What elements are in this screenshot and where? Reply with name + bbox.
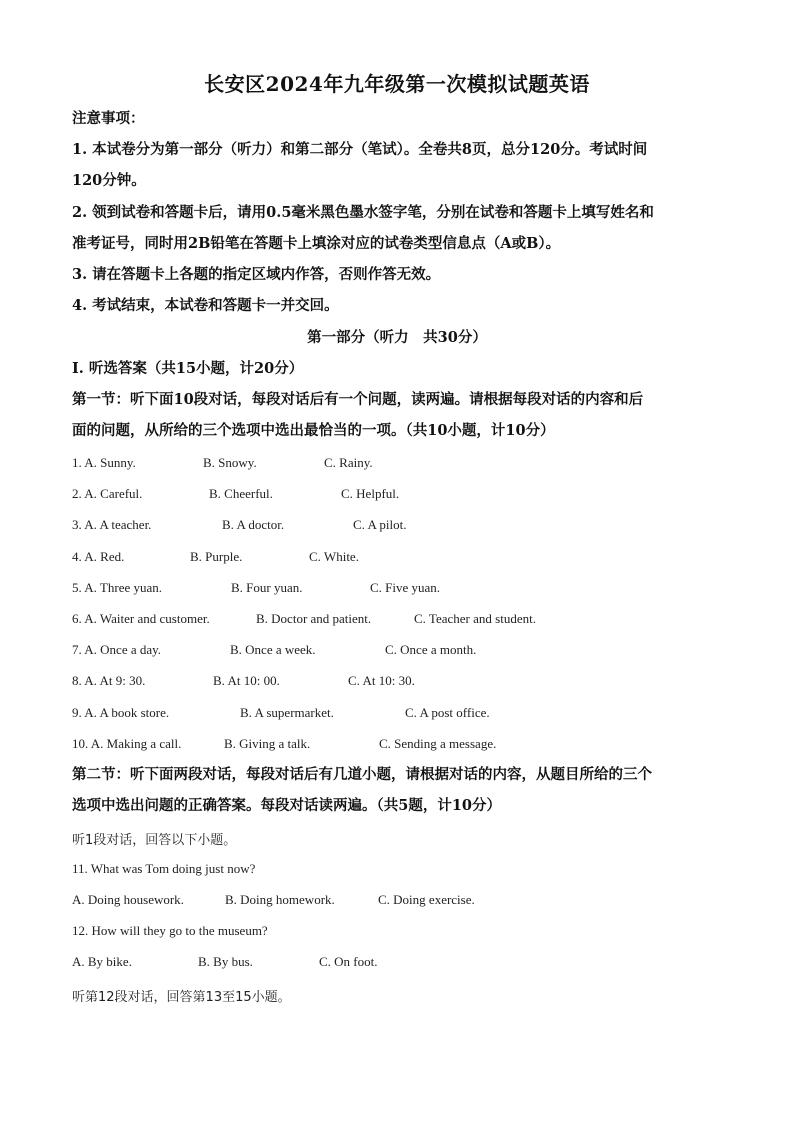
part1-heading: 第一部分（听力 共30分） [307,329,487,346]
option-c: C. A pilot. [353,517,407,532]
option-c: C. Teacher and student. [414,611,536,626]
note-line-4: 4. 考试结束，本试卷和答题卡一并交回。 [72,297,339,314]
section-i-heading: I. 听选答案（共15小题，计20分） [72,360,304,377]
option-c: C. White. [309,549,359,564]
dialog2-intro: 听第12段对话，回答第13至15小题。 [72,990,291,1005]
section1-instructions-line1: 第一节：听下面10段对话，每段对话后有一个问题，读两遍。请根据每段对话的内容和后 [72,391,644,408]
option-b: B. A supermarket. [240,705,334,720]
note-line-1-cont: 120分钟。 [72,172,146,189]
section2-instructions-line2: 选项中选出问题的正确答案。每段对话读两遍。（共5题，计10分） [72,797,502,814]
notes-heading: 注意事项： [72,110,145,127]
section1-instructions-line2: 面的问题，从所给的三个选项中选出最恰当的一项。（共10小题，计10分） [72,422,555,439]
option-a: 7. A. Once a day. [72,642,162,657]
option-a: 4. A. Red. [72,549,125,564]
option-b: B. Cheerful. [209,486,273,501]
option-b: B. Snowy. [203,455,257,470]
option-b: B. Once a week. [230,642,316,657]
option-a: 9. A. A book store. [72,705,170,720]
note-line-1: 1. 本试卷分为第一部分（听力）和第二部分（笔试）。全卷共8页，总分120分。考试时间 [72,141,648,158]
option-c: C. Doing exercise. [378,892,475,907]
option-c: C. On foot. [319,954,378,969]
option-b: B. Doing homework. [225,892,335,907]
note-line-3: 3. 请在答题卡上各题的指定区域内作答，否则作答无效。 [72,266,441,283]
option-c: C. Once a month. [385,642,477,657]
option-c: C. Rainy. [324,455,373,470]
option-a: 6. A. Waiter and customer. [72,611,210,626]
section2-instructions-line1: 第二节：听下面两段对话，每段对话后有几道小题，请根据对话的内容，从题目所给的三个 [72,766,652,783]
dialog1-intro: 听1段对话，回答以下小题。 [72,833,237,848]
note-line-2: 2. 领到试卷和答题卡后，请用0.5毫米黑色墨水签字笔，分别在试卷和答题卡上填写姓名和 [72,204,654,221]
option-b: B. Giving a talk. [224,736,311,751]
option-a: 3. A. A teacher. [72,517,152,532]
option-a: 5. A. Three yuan. [72,580,163,595]
option-c: C. A post office. [405,705,490,720]
option-a: 10. A. Making a call. [72,736,182,751]
option-a: A. Doing housework. [72,892,184,907]
option-c: C. Sending a message. [379,736,497,751]
option-b: B. Purple. [190,549,243,564]
note-line-2-cont: 准考证号，同时用2B铅笔在答题卡上填涂对应的试卷类型信息点（A或B）。 [72,235,561,252]
option-c: C. Helpful. [341,486,400,501]
option-b: B. Doctor and patient. [256,611,372,626]
question-12: 12. How will they go to the museum? [72,923,268,938]
option-b: B. A doctor. [222,517,285,532]
option-a: 1. A. Sunny. [72,455,136,470]
option-a: 2. A. Careful. [72,486,143,501]
option-b: B. Four yuan. [231,580,303,595]
option-b: B. By bus. [198,954,253,969]
page-title: 长安区2024年九年级第一次模拟试题英语 [204,72,590,96]
question-11: 11. What was Tom doing just now? [72,861,256,876]
option-c: C. At 10: 30. [348,673,415,688]
option-a: 8. A. At 9: 30. [72,673,146,688]
option-a: A. By bike. [72,954,132,969]
option-c: C. Five yuan. [370,580,441,595]
option-b: B. At 10: 00. [213,673,280,688]
